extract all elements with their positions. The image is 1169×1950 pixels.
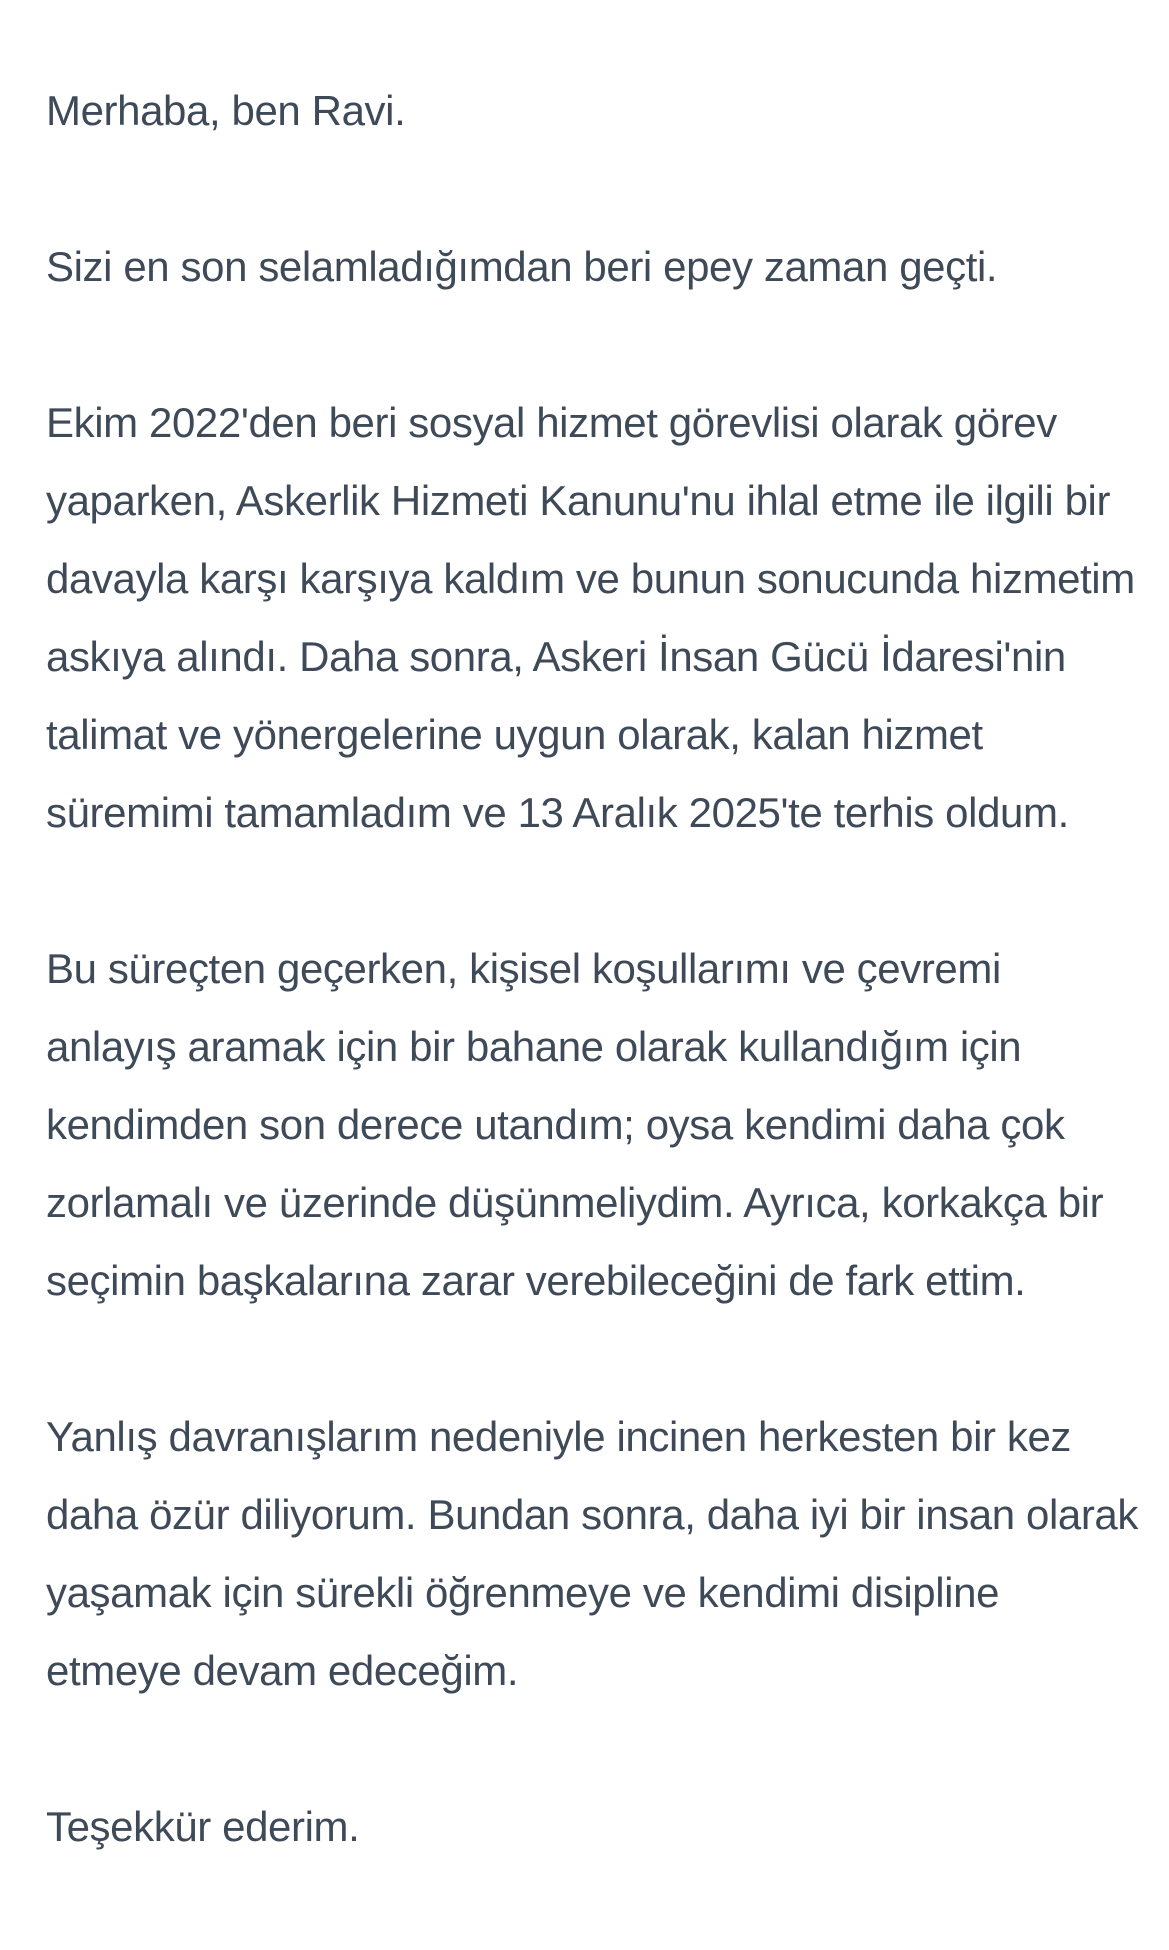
service-paragraph: Ekim 2022'den beri sosyal hizmet görevlisi olarak görev yaparken, Askerlik Hizmeti Kanunu'nu ihlal etme ile ilgili bir davayla karşı karşıya kaldım ve bunun sonucunda hizmetim askıya alındı. Daha sonra, Askeri İnsan Gücü İdaresi'nin talimat ve yönergelerine uygun olarak, kalan hizmet süremimi tamamladım ve 13 Aralık 2025'te terhis oldum. bbox=[46, 399, 1135, 836]
intro-paragraph: Sizi en son selamladığımdan beri epey zaman geçti. bbox=[46, 243, 998, 290]
greeting-line: Merhaba, ben Ravi. bbox=[46, 87, 406, 134]
reflection-paragraph: Bu süreçten geçerken, kişisel koşullarımı ve çevremi anlayış aramak için bir bahane olarak kullandığım için kendimden son derece utandım; oysa kendimi daha çok zorlamalı ve üzerinde düşünmeliydim. Ayrıca, korkakça bir seçimin başkalarına zarar verebileceğini de fark ettim. bbox=[46, 945, 1104, 1304]
apology-paragraph: Yanlış davranışlarım nedeniyle incinen herkesten bir kez daha özür diliyorum. Bundan sonra, daha iyi bir insan olarak yaşamak için sürekli öğrenmeye ve kendimi disipline etmeye devam edeceğim. bbox=[46, 1413, 1138, 1694]
closing-line: Teşekkür ederim. bbox=[46, 1803, 360, 1850]
